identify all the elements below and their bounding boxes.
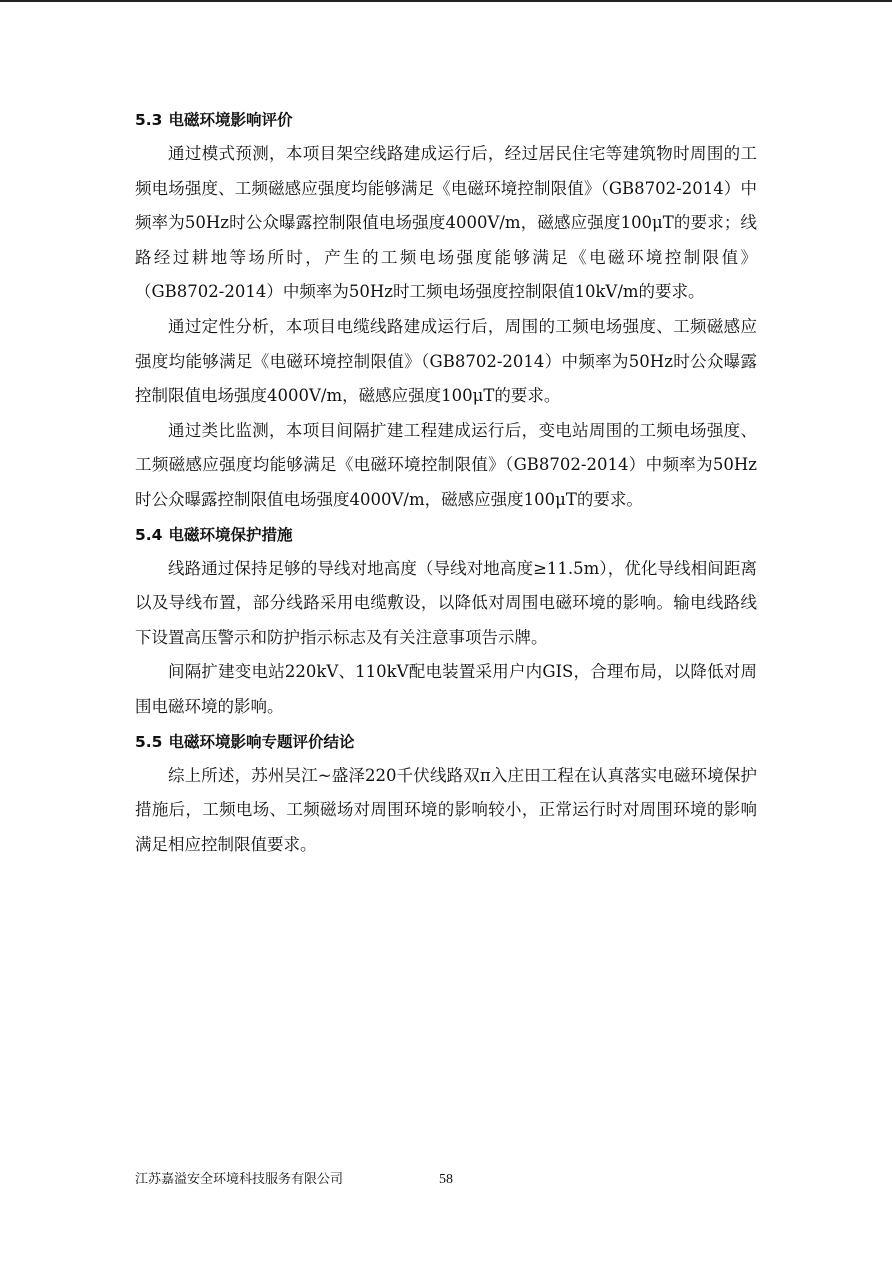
paragraph: 间隔扩建变电站220kV、110kV配电装置采用户内GIS，合理布局，以降低对周围电磁环境的影响。	[135, 662, 757, 716]
paragraph: 线路通过保持足够的导线对地高度（导线对地高度≥11.5m），优化导线相间距离以及导线布置，部分线路采用电缆敷设，以降低对周围电磁环境的影响。输电线路线下设置高压警示和防护指示标志及有关注意事项告示牌。	[135, 558, 757, 647]
paragraph: 通过定性分析，本项目电缆线路建成运行后，周围的工频电场强度、工频磁感应强度均能够满足《电磁环境控制限值》（GB8702-2014）中频率为50Hz时公众曝露控制限值电场强度4000V/m，磁感应强度100μT的要求。	[135, 316, 757, 406]
paragraph: 通过类比监测，本项目间隔扩建工程建成运行后，变电站周围的工频电场强度、工频磁感应强度均能够满足《电磁环境控制限值》（GB8702-2014）中频率为50Hz时公众曝露控制限值电场强度4000V/m，磁感应强度100μT的要求。	[135, 420, 757, 509]
section-title: 电磁环境影响专题评价结论	[168, 732, 355, 751]
section-number: 5.5	[135, 732, 163, 751]
section-number: 5.3	[135, 111, 163, 129]
section-title: 电磁环境影响评价	[168, 111, 293, 129]
paragraph: 综上所述，苏州吴江~盛泽220千伏线路双π入庄田工程在认真落实电磁环境保护措施后，工频电场、工频磁场对周围环境的影响较小，正常运行时对周围环境的影响满足相应控制限值要求。	[135, 765, 757, 854]
section-heading-5-4	[135, 518, 757, 552]
paragraph: 通过模式预测，本项目架空线路建成运行后，经过居民住宅等建筑物时周围的工频电场强度、工频磁感应强度均能够满足《电磁环境控制限值》（GB8702-2014）中频率为50Hz时公众曝露控制限值电场强度4000V/m，磁感应强度100μT的要求；线路经过耕地等场所时，产生的工频电场强度能够满足《电磁环境控制限值》（GB8702-2014）中频率为50Hz时工频电场强度控制限值10kV/m的要求。	[135, 144, 757, 302]
section-heading-5-5	[135, 725, 757, 759]
top-border-line	[0, 0, 892, 2]
section-title: 电磁环境保护措施	[168, 525, 293, 544]
page-number: 58	[439, 1172, 453, 1187]
section-number: 5.4	[135, 525, 163, 544]
document-body	[135, 103, 757, 862]
footer-company-name: 江苏嘉溢安全环境科技服务有限公司	[135, 1172, 344, 1187]
section-heading-5-3	[135, 103, 757, 137]
